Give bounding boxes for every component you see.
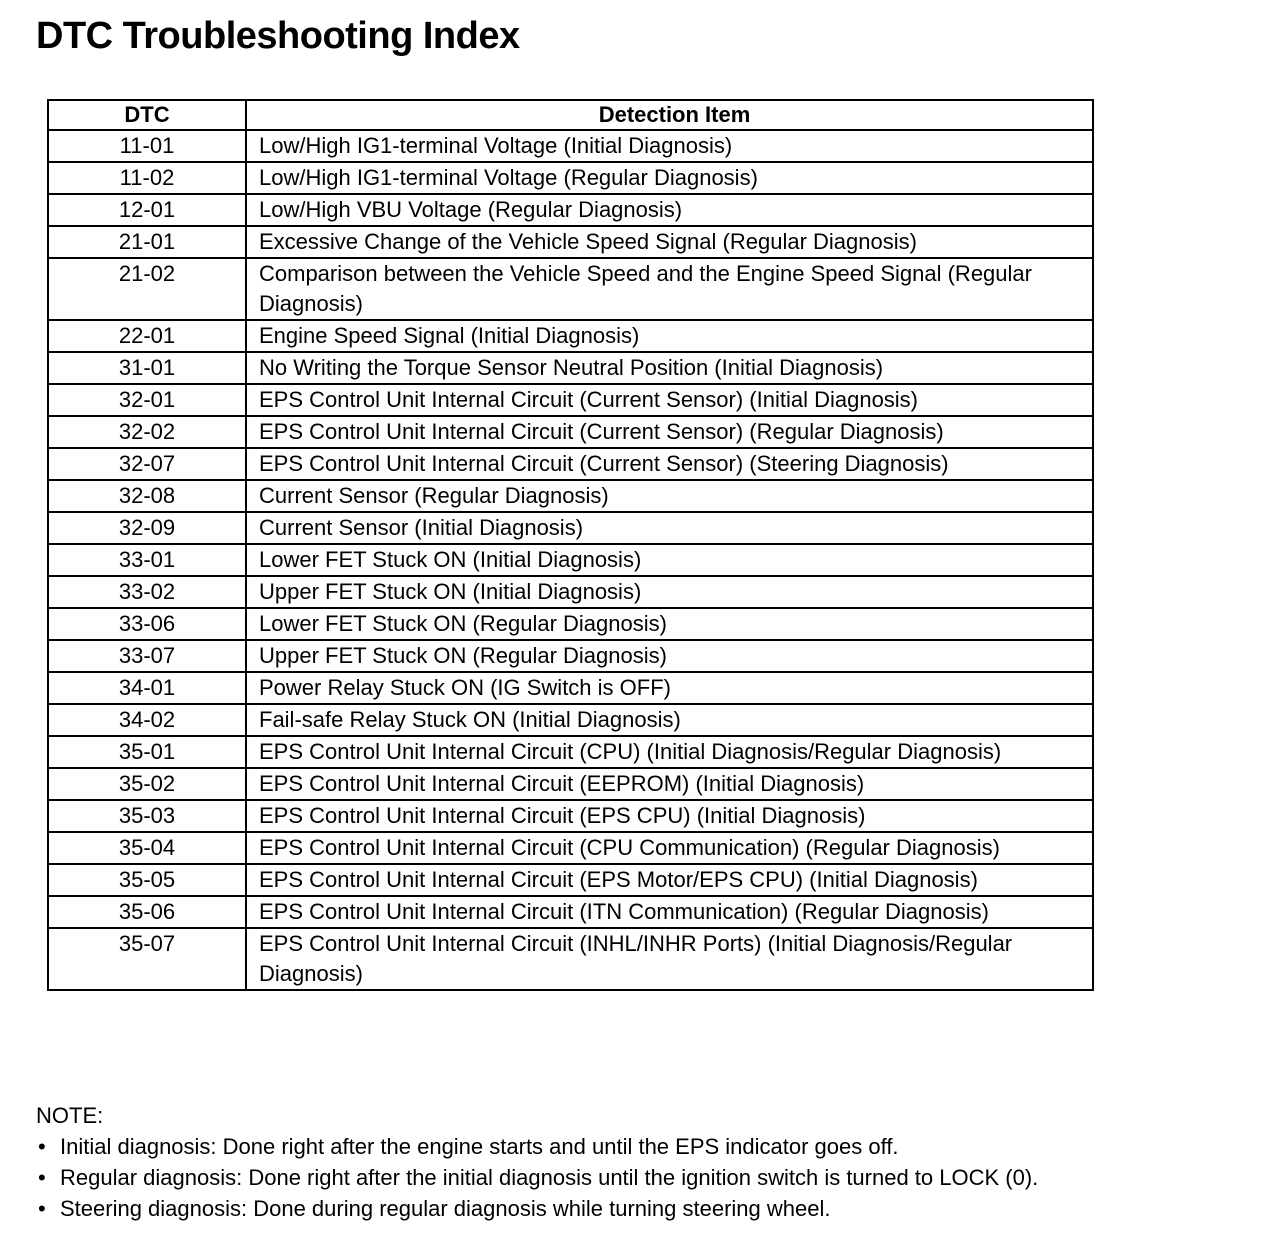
table-row	[48, 704, 1093, 736]
page-title: DTC Troubleshooting Index	[36, 15, 520, 57]
detection-item-cell: Excessive Change of the Vehicle Speed Signal (Regular Diagnosis)	[246, 226, 1093, 258]
dtc-code-cell: 35-05	[48, 864, 246, 896]
detection-item-cell: Low/High IG1-terminal Voltage (Initial Diagnosis)	[246, 130, 1093, 162]
detection-item-cell: Lower FET Stuck ON (Regular Diagnosis)	[246, 608, 1093, 640]
detection-item-cell: EPS Control Unit Internal Circuit (EPS CPU) (Initial Diagnosis)	[246, 800, 1093, 832]
table-row	[48, 480, 1093, 512]
table-row	[48, 800, 1093, 832]
detection-item-cell: Upper FET Stuck ON (Regular Diagnosis)	[246, 640, 1093, 672]
table-row	[48, 130, 1093, 162]
table-row	[48, 384, 1093, 416]
table-row	[48, 416, 1093, 448]
dtc-code-cell: 22-01	[48, 320, 246, 352]
detection-item-cell: Power Relay Stuck ON (IG Switch is OFF)	[246, 672, 1093, 704]
detection-item-cell: Comparison between the Vehicle Speed and the Engine Speed Signal (Regular Diagnosis)	[246, 258, 1093, 320]
dtc-code-cell: 35-07	[48, 928, 246, 990]
bullet-icon: •	[38, 1165, 46, 1190]
detection-item-cell: EPS Control Unit Internal Circuit (Current Sensor) (Initial Diagnosis)	[246, 384, 1093, 416]
dtc-code-cell: 32-02	[48, 416, 246, 448]
dtc-code-cell: 34-01	[48, 672, 246, 704]
table-row	[48, 352, 1093, 384]
detection-item-cell: Current Sensor (Regular Diagnosis)	[246, 480, 1093, 512]
detection-item-cell: EPS Control Unit Internal Circuit (CPU) (Initial Diagnosis/Regular Diagnosis)	[246, 736, 1093, 768]
dtc-code-cell: 34-02	[48, 704, 246, 736]
note-text: Steering diagnosis: Done during regular diagnosis while turning steering wheel.	[60, 1196, 831, 1221]
note-item	[36, 1162, 1246, 1193]
dtc-code-cell: 32-01	[48, 384, 246, 416]
table-row	[48, 864, 1093, 896]
table-row	[48, 736, 1093, 768]
table-row	[48, 448, 1093, 480]
dtc-code-cell: 12-01	[48, 194, 246, 226]
detection-item-cell: Low/High IG1-terminal Voltage (Regular Diagnosis)	[246, 162, 1093, 194]
detection-item-cell: EPS Control Unit Internal Circuit (ITN Communication) (Regular Diagnosis)	[246, 896, 1093, 928]
note-text: Regular diagnosis: Done right after the initial diagnosis until the ignition switch is turned to LOCK (0).	[60, 1165, 1039, 1190]
notes-section	[36, 1100, 1246, 1224]
note-item	[36, 1193, 1246, 1224]
detection-item-cell: Engine Speed Signal (Initial Diagnosis)	[246, 320, 1093, 352]
detection-item-cell: EPS Control Unit Internal Circuit (Current Sensor) (Regular Diagnosis)	[246, 416, 1093, 448]
dtc-code-cell: 31-01	[48, 352, 246, 384]
table-row	[48, 896, 1093, 928]
detection-item-cell: EPS Control Unit Internal Circuit (CPU Communication) (Regular Diagnosis)	[246, 832, 1093, 864]
detection-item-cell: EPS Control Unit Internal Circuit (EEPROM) (Initial Diagnosis)	[246, 768, 1093, 800]
detection-item-cell: Current Sensor (Initial Diagnosis)	[246, 512, 1093, 544]
detection-item-cell: EPS Control Unit Internal Circuit (EPS Motor/EPS CPU) (Initial Diagnosis)	[246, 864, 1093, 896]
table-row	[48, 226, 1093, 258]
dtc-code-cell: 21-01	[48, 226, 246, 258]
dtc-table-body	[48, 130, 1093, 990]
column-header-dtc: DTC	[48, 100, 246, 130]
detection-item-cell: Lower FET Stuck ON (Initial Diagnosis)	[246, 544, 1093, 576]
detection-item-cell: Upper FET Stuck ON (Initial Diagnosis)	[246, 576, 1093, 608]
dtc-index-table	[47, 99, 1094, 991]
table-row	[48, 194, 1093, 226]
note-item	[36, 1131, 1246, 1162]
dtc-code-cell: 32-08	[48, 480, 246, 512]
bullet-icon: •	[38, 1196, 46, 1221]
table-row	[48, 640, 1093, 672]
detection-item-cell: No Writing the Torque Sensor Neutral Position (Initial Diagnosis)	[246, 352, 1093, 384]
column-header-detection-item: Detection Item	[246, 100, 1093, 130]
dtc-code-cell: 21-02	[48, 258, 246, 320]
table-row	[48, 320, 1093, 352]
dtc-code-cell: 33-02	[48, 576, 246, 608]
table-row	[48, 162, 1093, 194]
dtc-code-cell: 11-02	[48, 162, 246, 194]
table-row	[48, 928, 1093, 990]
table-row	[48, 544, 1093, 576]
dtc-code-cell: 32-09	[48, 512, 246, 544]
dtc-code-cell: 35-04	[48, 832, 246, 864]
detection-item-cell: Fail-safe Relay Stuck ON (Initial Diagnosis)	[246, 704, 1093, 736]
note-text: Initial diagnosis: Done right after the engine starts and until the EPS indicator goes off.	[60, 1134, 899, 1159]
table-row	[48, 672, 1093, 704]
table-row	[48, 512, 1093, 544]
dtc-code-cell: 11-01	[48, 130, 246, 162]
table-header-row	[48, 100, 1093, 130]
table-row	[48, 768, 1093, 800]
table-row	[48, 258, 1093, 320]
dtc-code-cell: 35-03	[48, 800, 246, 832]
dtc-code-cell: 35-01	[48, 736, 246, 768]
detection-item-cell: Low/High VBU Voltage (Regular Diagnosis)	[246, 194, 1093, 226]
detection-item-cell: EPS Control Unit Internal Circuit (Current Sensor) (Steering Diagnosis)	[246, 448, 1093, 480]
dtc-code-cell: 32-07	[48, 448, 246, 480]
dtc-code-cell: 35-06	[48, 896, 246, 928]
dtc-code-cell: 33-01	[48, 544, 246, 576]
dtc-code-cell: 35-02	[48, 768, 246, 800]
bullet-icon: •	[38, 1134, 46, 1159]
table-row	[48, 608, 1093, 640]
dtc-code-cell: 33-06	[48, 608, 246, 640]
dtc-code-cell: 33-07	[48, 640, 246, 672]
notes-list	[36, 1131, 1246, 1224]
table-row	[48, 576, 1093, 608]
detection-item-cell: EPS Control Unit Internal Circuit (INHL/INHR Ports) (Initial Diagnosis/Regular Diagnosis)	[246, 928, 1093, 990]
table-row	[48, 832, 1093, 864]
notes-label: NOTE:	[36, 1103, 104, 1128]
